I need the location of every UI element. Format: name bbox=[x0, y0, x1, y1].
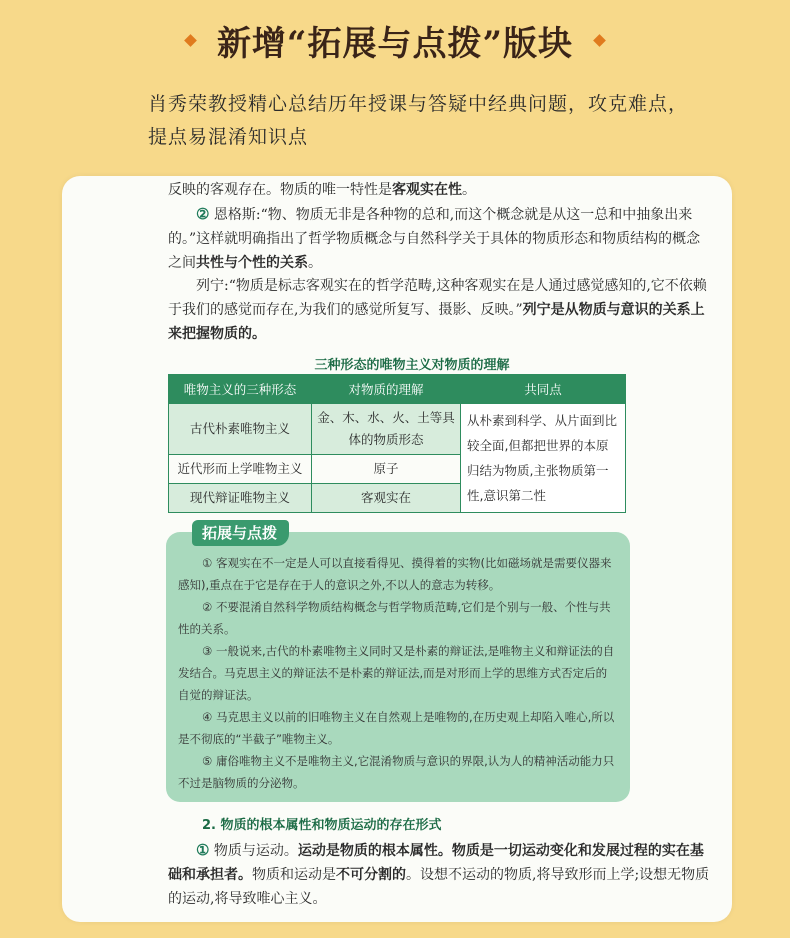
text: 列宁:“物质是标志客观实在的哲学范畴,这种客观实在是人通过感觉感知的,它不依赖于我们的感觉而存在,为我们的感觉所复写、摄影、反映。” bbox=[168, 278, 707, 318]
text: 。设想不运动的物质,将导致形而上学;设想无物质的运动,将导致唯心主义。 bbox=[168, 867, 710, 907]
table-cell-common: 从朴素到科学、从片面到比较全面,但都把世界的本原归结为物质,主张物质第一性,意识第二性 bbox=[461, 404, 626, 513]
text: 物质与运动。 bbox=[213, 843, 298, 859]
table-cell: 近代形而上学唯物主义 bbox=[169, 455, 312, 484]
extension-box-tab: 拓展与点拨 bbox=[192, 520, 289, 546]
paragraph-intro bbox=[168, 178, 712, 202]
text: 反映的客观存在。物质的唯一特性是 bbox=[168, 182, 392, 198]
subtitle: 肖秀荣教授精心总结历年授课与答疑中经典问题，攻克难点，提点易混淆知识点 bbox=[148, 93, 689, 148]
text: 。 bbox=[308, 255, 322, 271]
extension-item: ⑤ 庸俗唯物主义不是唯物主义,它混淆物质与意识的界限,认为人的精神活动能力只不过是脑物质的分泌物。 bbox=[178, 754, 615, 790]
text: 恩格斯:“物、物质无非是各种物的总和,而这个概念就是从这一总和中抽象出来的。”这样就明确指出了哲学物质概念与自然科学关于具体的物质形态和物质结构的概念之间 bbox=[168, 207, 701, 271]
table-cell: 古代朴素唯物主义 bbox=[169, 404, 312, 455]
materialism-table bbox=[168, 374, 626, 513]
diamond-icon bbox=[593, 34, 606, 47]
column-header: 共同点 bbox=[461, 375, 626, 404]
extension-item: ① 客观实在不一定是人可以直接看得见、摸得着的实物(比如磁场就是需要仪器来感知),重点在于它是存在于人的意识之外,不以人的意志为转移。 bbox=[178, 556, 612, 592]
paragraph-lenin bbox=[168, 274, 712, 346]
number-marker: ① bbox=[196, 841, 210, 859]
table-cell: 现代辩证唯物主义 bbox=[169, 484, 312, 513]
table-row bbox=[169, 404, 626, 455]
extension-item: ② 不要混淆自然科学物质结构概念与哲学物质范畴,它们是个别与一般、个性与共性的关系。 bbox=[178, 600, 611, 636]
column-header: 唯物主义的三种形态 bbox=[169, 375, 312, 404]
number-marker: ② bbox=[196, 205, 210, 223]
paragraph-motion bbox=[168, 838, 714, 911]
table-cell: 客观实在 bbox=[312, 484, 461, 513]
bold-text: 客观实在性 bbox=[392, 182, 462, 198]
book-page-card bbox=[62, 176, 732, 922]
bold-text: 列宁是从物质与意识的关系上来把握物质的。 bbox=[168, 302, 705, 342]
section-title: 2. 物质的根本属性和物质运动的存在形式 bbox=[202, 818, 442, 833]
page-title: 新增“拓展与点拨”版块 bbox=[216, 23, 574, 64]
bold-text: 共性与个性的关系 bbox=[196, 255, 308, 271]
extension-item: ③ 一般说来,古代的朴素唯物主义同时又是朴素的辩证法,是唯物主义和辩证法的自发结合。马克思主义的辩证法不是朴素的辩证法,而是对形而上学的思维方式否定后的自觉的辩证法。 bbox=[178, 644, 615, 702]
table-cell: 金、木、水、火、土等具体的物质形态 bbox=[312, 404, 461, 455]
paragraph-engels bbox=[168, 202, 712, 275]
column-header: 对物质的理解 bbox=[312, 375, 461, 404]
bold-text: 运动是物质的根本属性。物质是一切运动变化和发展过程的实在基础和承担者。 bbox=[168, 843, 704, 883]
header bbox=[0, 0, 790, 80]
bold-text: 不可分割的 bbox=[336, 867, 406, 883]
table-header-row bbox=[169, 375, 626, 404]
extension-item: ④ 马克思主义以前的旧唯物主义在自然观上是唯物的,在历史观上却陷入唯心,所以是不彻底的“半截子”唯物主义。 bbox=[178, 710, 615, 746]
text: 。 bbox=[462, 182, 476, 198]
text: 物质和运动是 bbox=[252, 867, 336, 883]
table-title: 三种形态的唯物主义对物质的理解 bbox=[314, 358, 510, 373]
table-cell: 原子 bbox=[312, 455, 461, 484]
diamond-icon bbox=[184, 34, 197, 47]
